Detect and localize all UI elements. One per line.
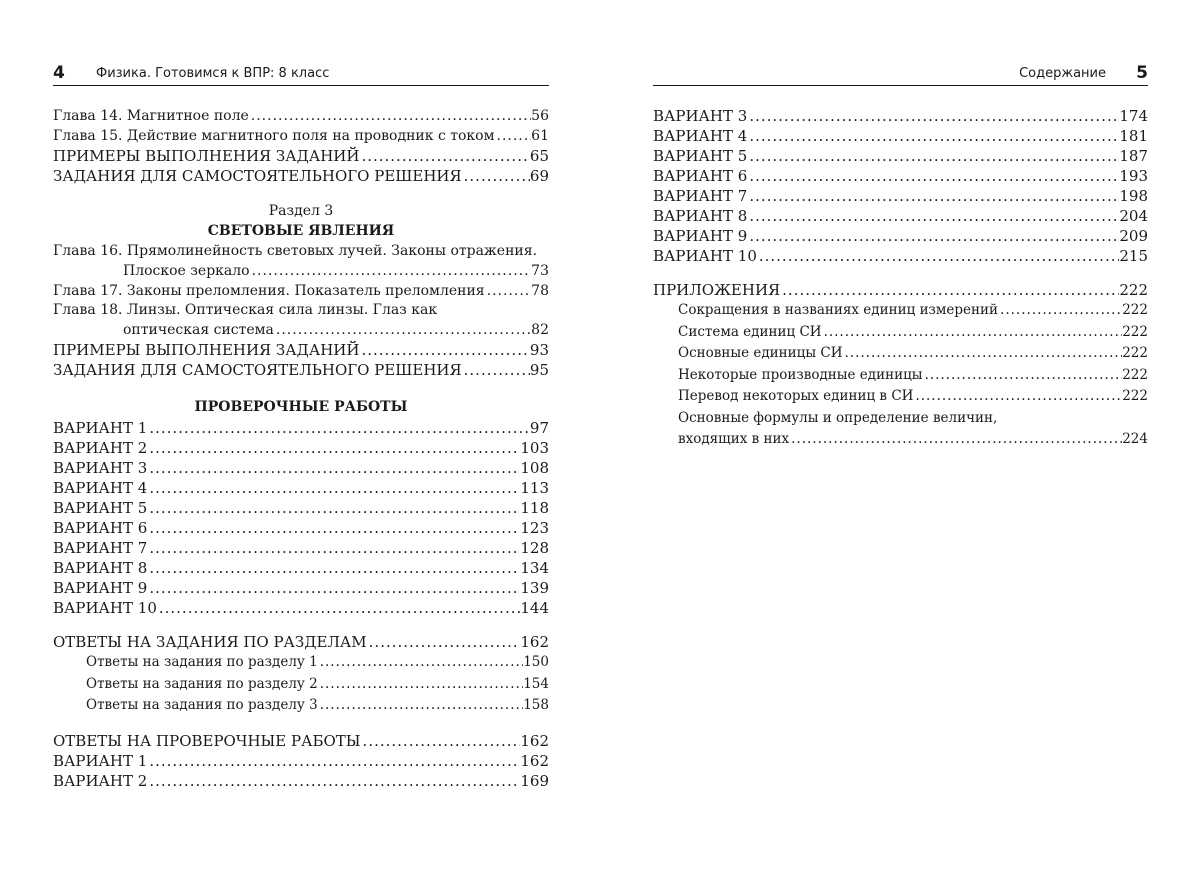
toc-entry: ПРИМЕРЫ ВЫПОЛНЕНИЯ ЗАДАНИЙ ..... 93	[53, 340, 549, 360]
toc-entry-line: Глава 18. Линзы. Оптическая сила линзы. Глаз как	[53, 302, 438, 318]
toc-entry: Ответы на задания по разделу 2 ..... 154	[53, 674, 549, 696]
toc-entry: ВАРИАНТ 5 ..... 187	[653, 146, 1148, 166]
right-page	[653, 0, 1148, 873]
toc-entry: ВАРИАНТ 1 ..... 162	[53, 751, 549, 771]
toc-entry: ВАРИАНТ 8 ..... 134	[53, 558, 549, 578]
toc-entry: Плоское зеркало ..... 73	[53, 261, 549, 281]
toc-entry: ПРИЛОЖЕНИЯ ..... 222	[653, 280, 1148, 300]
toc-entry: Основные единицы СИ ..... 222	[653, 343, 1148, 365]
toc-entry: оптическая система ..... 82	[53, 320, 549, 340]
toc-entry: ВАРИАНТ 10 ..... 144	[53, 598, 549, 618]
toc-entry: Ответы на задания по разделу 3 ..... 158	[53, 695, 549, 717]
toc-entry: Сокращения в названиях единиц измерений ..... 222	[653, 300, 1148, 322]
toc-entry: ВАРИАНТ 7 ..... 198	[653, 186, 1148, 206]
toc-entry-line: Основные формулы и определение величин,	[678, 409, 998, 426]
toc-entry: ВАРИАНТ 9 ..... 209	[653, 226, 1148, 246]
left-page	[53, 0, 549, 873]
toc-entry: Система единиц СИ ..... 222	[653, 322, 1148, 344]
toc-entry: ВАРИАНТ 3 ..... 174	[653, 106, 1148, 126]
toc-entry: ОТВЕТЫ НА ЗАДАНИЯ ПО РАЗДЕЛАМ ..... 162	[53, 632, 549, 652]
toc-left	[53, 106, 549, 791]
page-number-left: 4	[53, 63, 65, 83]
section-caption: Раздел 3	[268, 203, 334, 219]
toc-entry: Ответы на задания по разделу 1 ..... 150	[53, 652, 549, 674]
running-head-left	[53, 63, 549, 86]
toc-entry: ВАРИАНТ 7 ..... 128	[53, 538, 549, 558]
toc-entry: ОТВЕТЫ НА ПРОВЕРОЧНЫЕ РАБОТЫ ..... 162	[53, 731, 549, 751]
tests-title: ПРОВЕРОЧНЫЕ РАБОТЫ	[194, 399, 408, 415]
toc-entry: ВАРИАНТ 4 ..... 181	[653, 126, 1148, 146]
toc-entry: ВАРИАНТ 5 ..... 118	[53, 498, 549, 518]
toc-entry: ВАРИАНТ 6 ..... 193	[653, 166, 1148, 186]
toc-entry: ВАРИАНТ 2 ..... 169	[53, 771, 549, 791]
toc-entry: входящих в них ..... 224	[653, 429, 1148, 451]
toc-entry: ВАРИАНТ 9 ..... 139	[53, 578, 549, 598]
running-title-left: Физика. Готовимся к ВПР: 8 класс	[96, 66, 330, 81]
page-number-right: 5	[1136, 63, 1148, 83]
toc-entry: ВАРИАНТ 6 ..... 123	[53, 518, 549, 538]
toc-entry: Глава 17. Законы преломления. Показатель преломления ..... 78	[53, 281, 549, 301]
toc-right	[653, 106, 1148, 450]
toc-entry: ПРИМЕРЫ ВЫПОЛНЕНИЯ ЗАДАНИЙ ..... 65	[53, 146, 549, 166]
toc-entry: Глава 14. Магнитное поле ..... 56	[53, 106, 549, 126]
toc-entry: ВАРИАНТ 10 ..... 215	[653, 246, 1148, 266]
toc-entry: ВАРИАНТ 8 ..... 204	[653, 206, 1148, 226]
toc-entry: ЗАДАНИЯ ДЛЯ САМОСТОЯТЕЛЬНОГО РЕШЕНИЯ ..... 69	[53, 166, 549, 186]
toc-entry: Некоторые производные единицы ..... 222	[653, 365, 1148, 387]
toc-entry: ВАРИАНТ 3 ..... 108	[53, 458, 549, 478]
toc-entry: ЗАДАНИЯ ДЛЯ САМОСТОЯТЕЛЬНОГО РЕШЕНИЯ ..... 95	[53, 360, 549, 380]
section-title: СВЕТОВЫЕ ЯВЛЕНИЯ	[207, 223, 395, 239]
toc-entry: Перевод некоторых единиц в СИ ..... 222	[653, 386, 1148, 408]
running-title-right: Содержание	[1019, 66, 1106, 81]
running-head-right	[653, 63, 1148, 86]
toc-entry: ВАРИАНТ 4 ..... 113	[53, 478, 549, 498]
toc-entry: Глава 15. Действие магнитного поля на проводник с током ..... 61	[53, 126, 549, 146]
toc-entry: ВАРИАНТ 1 ..... 97	[53, 418, 549, 438]
toc-entry: ВАРИАНТ 2 ..... 103	[53, 438, 549, 458]
toc-entry-line: Глава 16. Прямолинейность световых лучей. Законы отражения.	[53, 243, 538, 259]
